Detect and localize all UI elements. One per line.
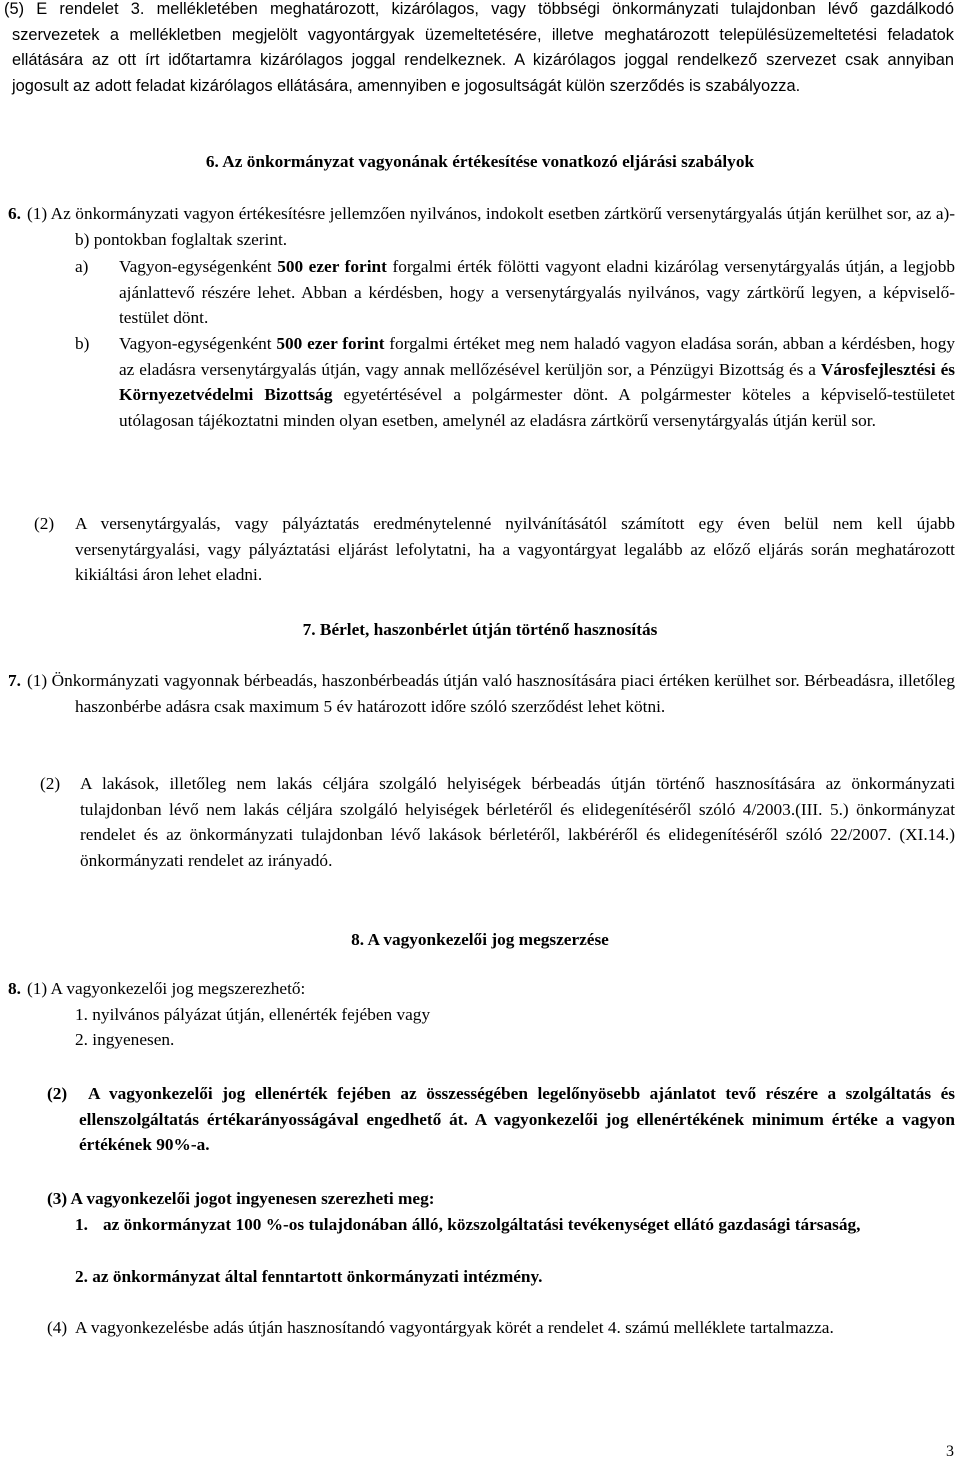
item-a-text-2: forgalmi érték fölötti vagyont eladni kizárólag versenytárgyalás útján, a legjobb ajánlattevő részére lehet. Abban a kérdésben, hogy a versenytárgyalás nyilvános, vagy zártkörű legyen, a képviselő-testület dönt. xyxy=(119,257,955,328)
item-b-amount: 500 ezer forint xyxy=(276,334,385,353)
section-6-heading: 6. Az önkormányzat vagyonának értékesítése vonatkozó eljárási szabályok xyxy=(205,152,755,171)
section-6-paragraph-2-label: (2) xyxy=(34,514,55,533)
section-6-number: 6. xyxy=(8,204,21,223)
item-a-text-1: Vagyon-egységenként xyxy=(119,257,278,276)
item-a-amount: 500 ezer forint xyxy=(277,257,387,276)
section-7-paragraph-2-label: (2) xyxy=(40,774,61,793)
section-8-paragraph-3-item-1-number: 1. xyxy=(75,1215,88,1234)
section-6-paragraph-2 xyxy=(75,511,955,588)
section-8-paragraph-3 xyxy=(47,1186,947,1212)
item-b-text-3: egyetértésével a polgármester dönt. A polgármester köteles a képviselő-testületet utólagosan tájékoztatni minden olyan esetben, amelynél az eladásra zártkörű versenytárgyalás útján kerül sor. xyxy=(119,385,955,431)
item-b-text-2: forgalmi értéket meg nem haladó vagyon eladása során, abban a kérdésben, hogy az eladásra versenytárgyalás útján, vagy annak mellőzésével kerüljön sor, a Pénzügyi Bizottság és a xyxy=(119,334,955,379)
section-8-number: 8. xyxy=(8,979,21,998)
paragraph-text: (1) Az önkormányzati vagyon értékesítésre jellemzően nyilvános, indokolt esetben zártkörű versenytárgyalás útján kerülhet sor, az a)-b) pontokban foglaltak szerint. xyxy=(27,204,955,249)
section-7-heading: 7. Bérlet, haszonbérlet útján történő hasznosítás xyxy=(302,620,658,639)
item-b xyxy=(119,331,955,434)
paragraph-5-5 xyxy=(4,0,954,100)
paragraph-text: (1) Önkormányzati vagyonnak bérbeadás, haszonbérbeadás útján való hasznosítására piaci értéken kerülhet sor. Bérbeadásra, illetőleg haszonbérbe adásra csak maximum 5 év határozott időre szóló szerződést lehet kötni. xyxy=(27,671,955,716)
section-8-paragraph-3-item-2 xyxy=(75,1264,955,1290)
paragraph-text: A versenytárgyalás, vagy pályáztatás eredménytelenné nyilvánításától számított egy éven belül nem kell újabb versenytárgyalási, vagy pályáztatási eljárást lefolytatni, ha a vagyontárgyat legalább az előző eljárás során meghatározott kikiáltási áron lehet eladni. xyxy=(75,514,955,585)
paragraph-text: (1) A vagyonkezelői jog megszerezhető: xyxy=(27,979,306,998)
item-a xyxy=(119,254,955,331)
list-item: 2. ingyenesen. xyxy=(75,1030,175,1050)
section-7-number: 7. xyxy=(8,671,21,690)
list-item: 1. nyilvános pályázat útján, ellenérték fejében vagy xyxy=(75,1004,431,1024)
section-7-paragraph-1 xyxy=(27,668,955,719)
section-8-paragraph-4 xyxy=(75,1315,955,1341)
section-8-paragraph-4-label: (4) xyxy=(47,1318,68,1337)
paragraph-text: A vagyonkezelésbe adás útján hasznosítandó vagyontárgyak körét a rendelet 4. számú melléklete tartalmazza. xyxy=(75,1318,834,1337)
item-a-label: a) xyxy=(75,257,89,276)
section-8-paragraph-1 xyxy=(27,976,927,1053)
item-b-committee: Városfejlesztési és Környezetvédelmi Bizottság xyxy=(119,359,955,405)
section-7-paragraph-2 xyxy=(80,771,955,874)
page-number: 3 xyxy=(946,1443,954,1460)
item-b-label: b) xyxy=(75,334,90,353)
section-8-paragraph-2 xyxy=(79,1081,955,1158)
paragraph-text: (5) E rendelet 3. mellékletében meghatározott, kizárólagos, vagy többségi önkormányzati tulajdonban lévő gazdálkodó szervezetek a mellékletben megjelölt vagyontárgyak üzemeltetésére, illetve meghatározott településüzemeltetési feladatok ellátására az ott írt időtartamra kizárólagos joggal rendelkeznek. A kizárólagos joggal rendelkező szervezet csak annyiban jogosult az adott feladat kizárólagos ellátására, amennyiben e jogosultságát külön szerződés is szabályozza. xyxy=(4,0,954,96)
paragraph-text: A lakások, illetőleg nem lakás céljára szolgáló helyiségek bérbeadás útján történő hasznosítására az önkormányzati tulajdonban lévő nem lakás céljára szolgáló helyiségek bérletéről és elidegenítéséről szóló 4/2003.(III. 5.) önkormányzat rendelet és az önkormányzati tulajdonban lévő lakások bérletéről, lakbéréről és elidegenítéséről szóló 22/2007. (XI.14.) önkormányzati rendelet az irányadó. xyxy=(80,774,955,871)
paragraph-text: A vagyonkezelői jog ellenérték fejében az összességében legelőnyösebb ajánlatot tevő részére a szolgáltatás és ellenszolgáltatás értékarányosságával engedhető át. A vagyonkezelői jog ellenértékének minimum értéke a vagyon értékének 90%-a. xyxy=(79,1084,955,1155)
list-item-text: az önkormányzat 100 %-os tulajdonában álló, közszolgáltatási tevékenységet ellátó gazdasági társaság, xyxy=(103,1215,861,1234)
item-b-text-1: Vagyon-egységenként xyxy=(119,334,277,353)
list-item-text: 2. az önkormányzat által fenntartott önkormányzati intézmény. xyxy=(75,1267,543,1286)
section-8-paragraph-2-label: (2) xyxy=(47,1084,68,1103)
section-8-heading: 8. A vagyonkezelői jog megszerzése xyxy=(351,930,609,949)
section-6-paragraph-1 xyxy=(27,201,955,252)
section-8-paragraph-3-item-1 xyxy=(103,1212,955,1238)
paragraph-text: (3) A vagyonkezelői jogot ingyenesen szerezheti meg: xyxy=(47,1189,435,1208)
